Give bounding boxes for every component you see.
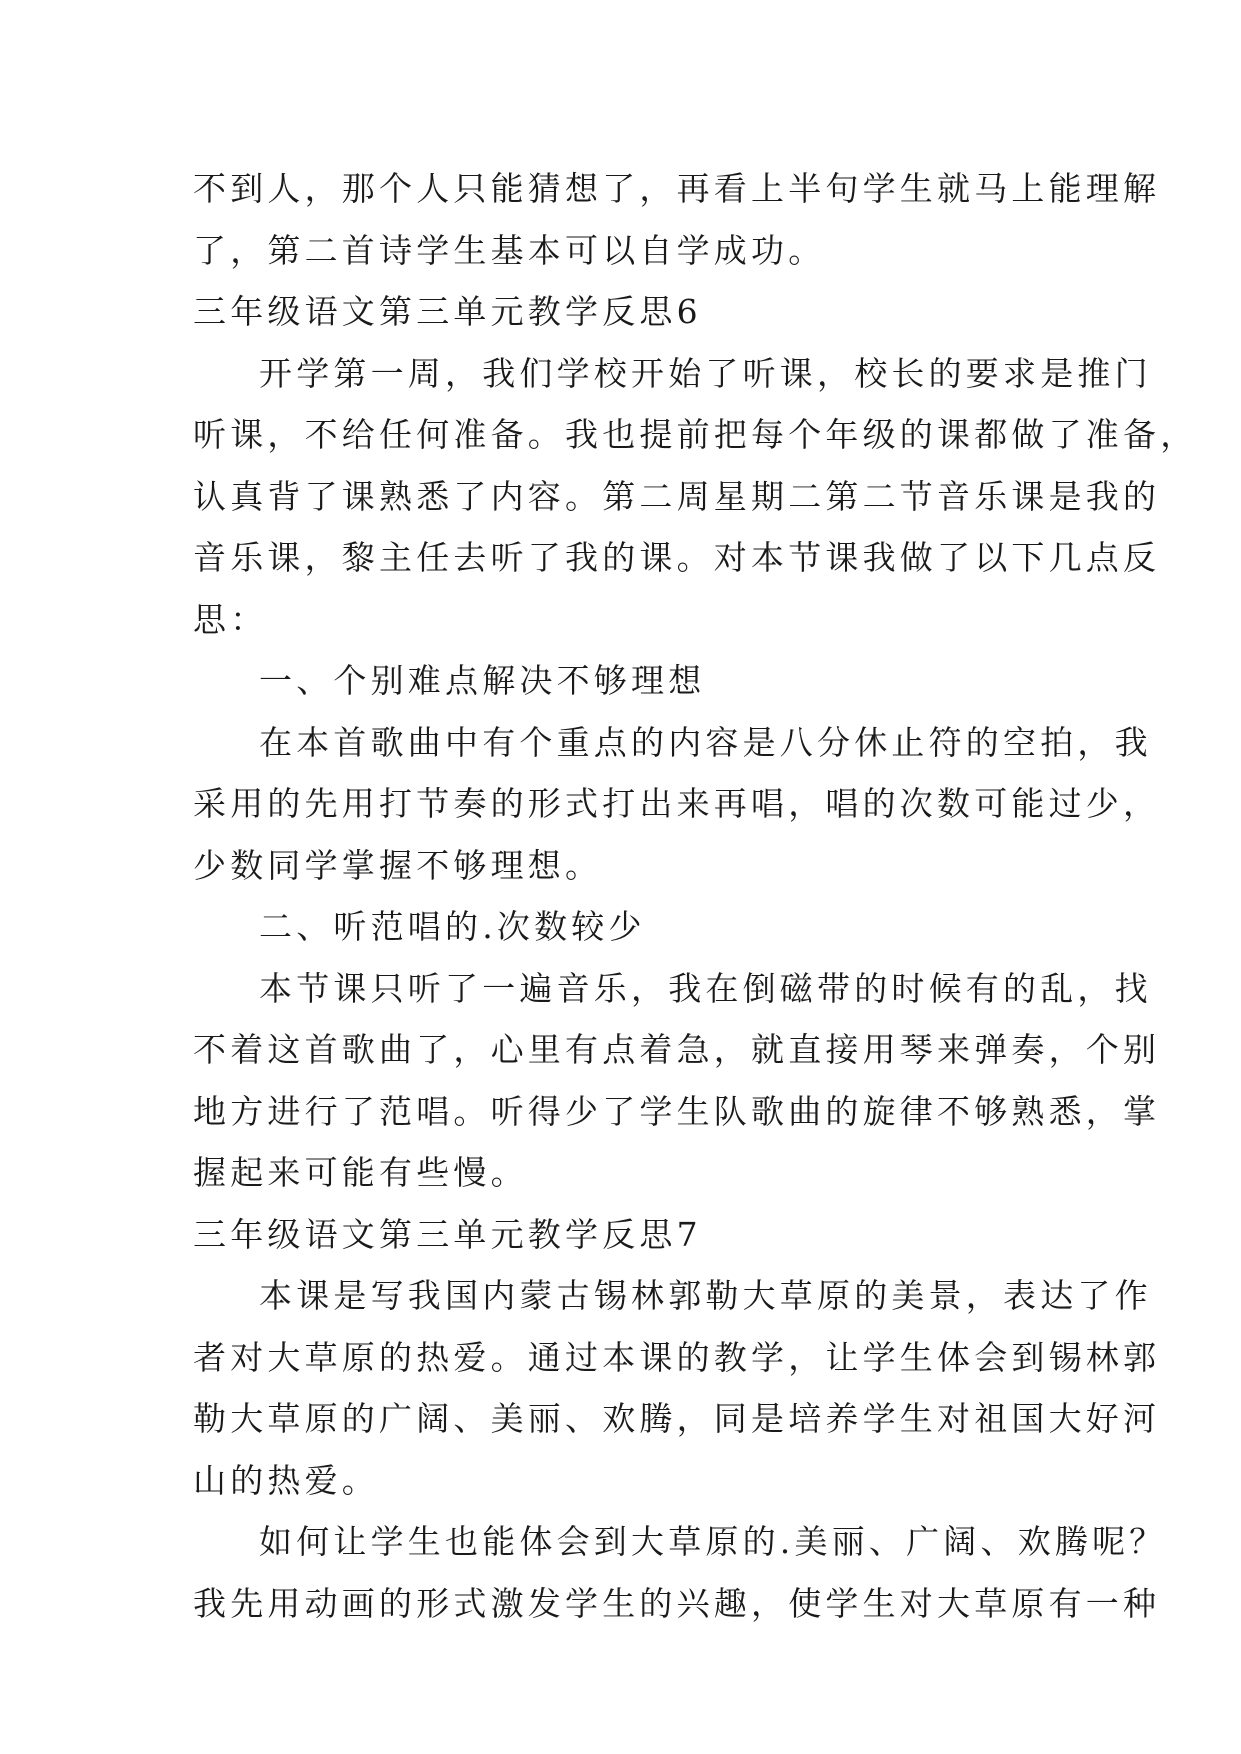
subheading: 一、个别难点解决不够理想 — [259, 661, 706, 700]
section-heading: 三年级语文第三单元教学反思6 — [193, 292, 702, 331]
text-line: 本节课只听了一遍音乐，我在倒磁带的时候有的乱，找 — [259, 968, 1152, 1008]
text-line: 山的热爱。 — [193, 1460, 379, 1500]
text-line: 少数同学掌握不够理想。 — [193, 845, 603, 885]
text-line: 地方进行了范唱。听得少了学生队歌曲的旋律不够熟悉，掌 — [193, 1091, 1161, 1131]
subheading: 二、听范唱的.次数较少 — [259, 907, 646, 946]
text-line: 不到人，那个人只能猜想了，再看上半句学生就马上能理解 — [193, 169, 1161, 208]
text-line: 听课，不给任何准备。我也提前把每个年级的课都做了准备， — [193, 415, 1198, 454]
text-line: 如何让学生也能体会到大草原的.美丽、广阔、欢腾呢？ — [259, 1522, 1167, 1561]
text-line: 思： — [193, 599, 268, 639]
text-line: 不着这首歌曲了，心里有点着急，就直接用琴来弹奏，个别 — [193, 1030, 1161, 1069]
text-line: 了，第二首诗学生基本可以自学成功。 — [193, 230, 826, 270]
text-line: 在本首歌曲中有个重点的内容是八分休止符的空拍，我 — [259, 722, 1152, 762]
text-line: 本课是写我国内蒙古锡林郭勒大草原的美景，表达了作 — [259, 1276, 1152, 1315]
text-line: 音乐课，黎主任去听了我的课。对本节课我做了以下几点反 — [193, 538, 1161, 577]
section-heading: 三年级语文第三单元教学反思7 — [193, 1214, 702, 1254]
text-line: 握起来可能有些慢。 — [193, 1153, 528, 1192]
text-line: 认真背了课熟悉了内容。第二周星期二第二节音乐课是我的 — [193, 476, 1161, 516]
text-line: 勒大草原的广阔、美丽、欢腾，同是培养学生对祖国大好河 — [193, 1399, 1161, 1438]
text-line: 采用的先用打节奏的形式打出来再唱，唱的次数可能过少， — [193, 784, 1161, 823]
text-line: 开学第一周，我们学校开始了听课，校长的要求是推门 — [259, 353, 1152, 393]
document-body — [193, 158, 1198, 1634]
text-line: 我先用动画的形式激发学生的兴趣，使学生对大草原有一种 — [193, 1583, 1161, 1623]
text-line: 者对大草原的热爱。通过本课的教学，让学生体会到锡林郭 — [193, 1337, 1161, 1377]
